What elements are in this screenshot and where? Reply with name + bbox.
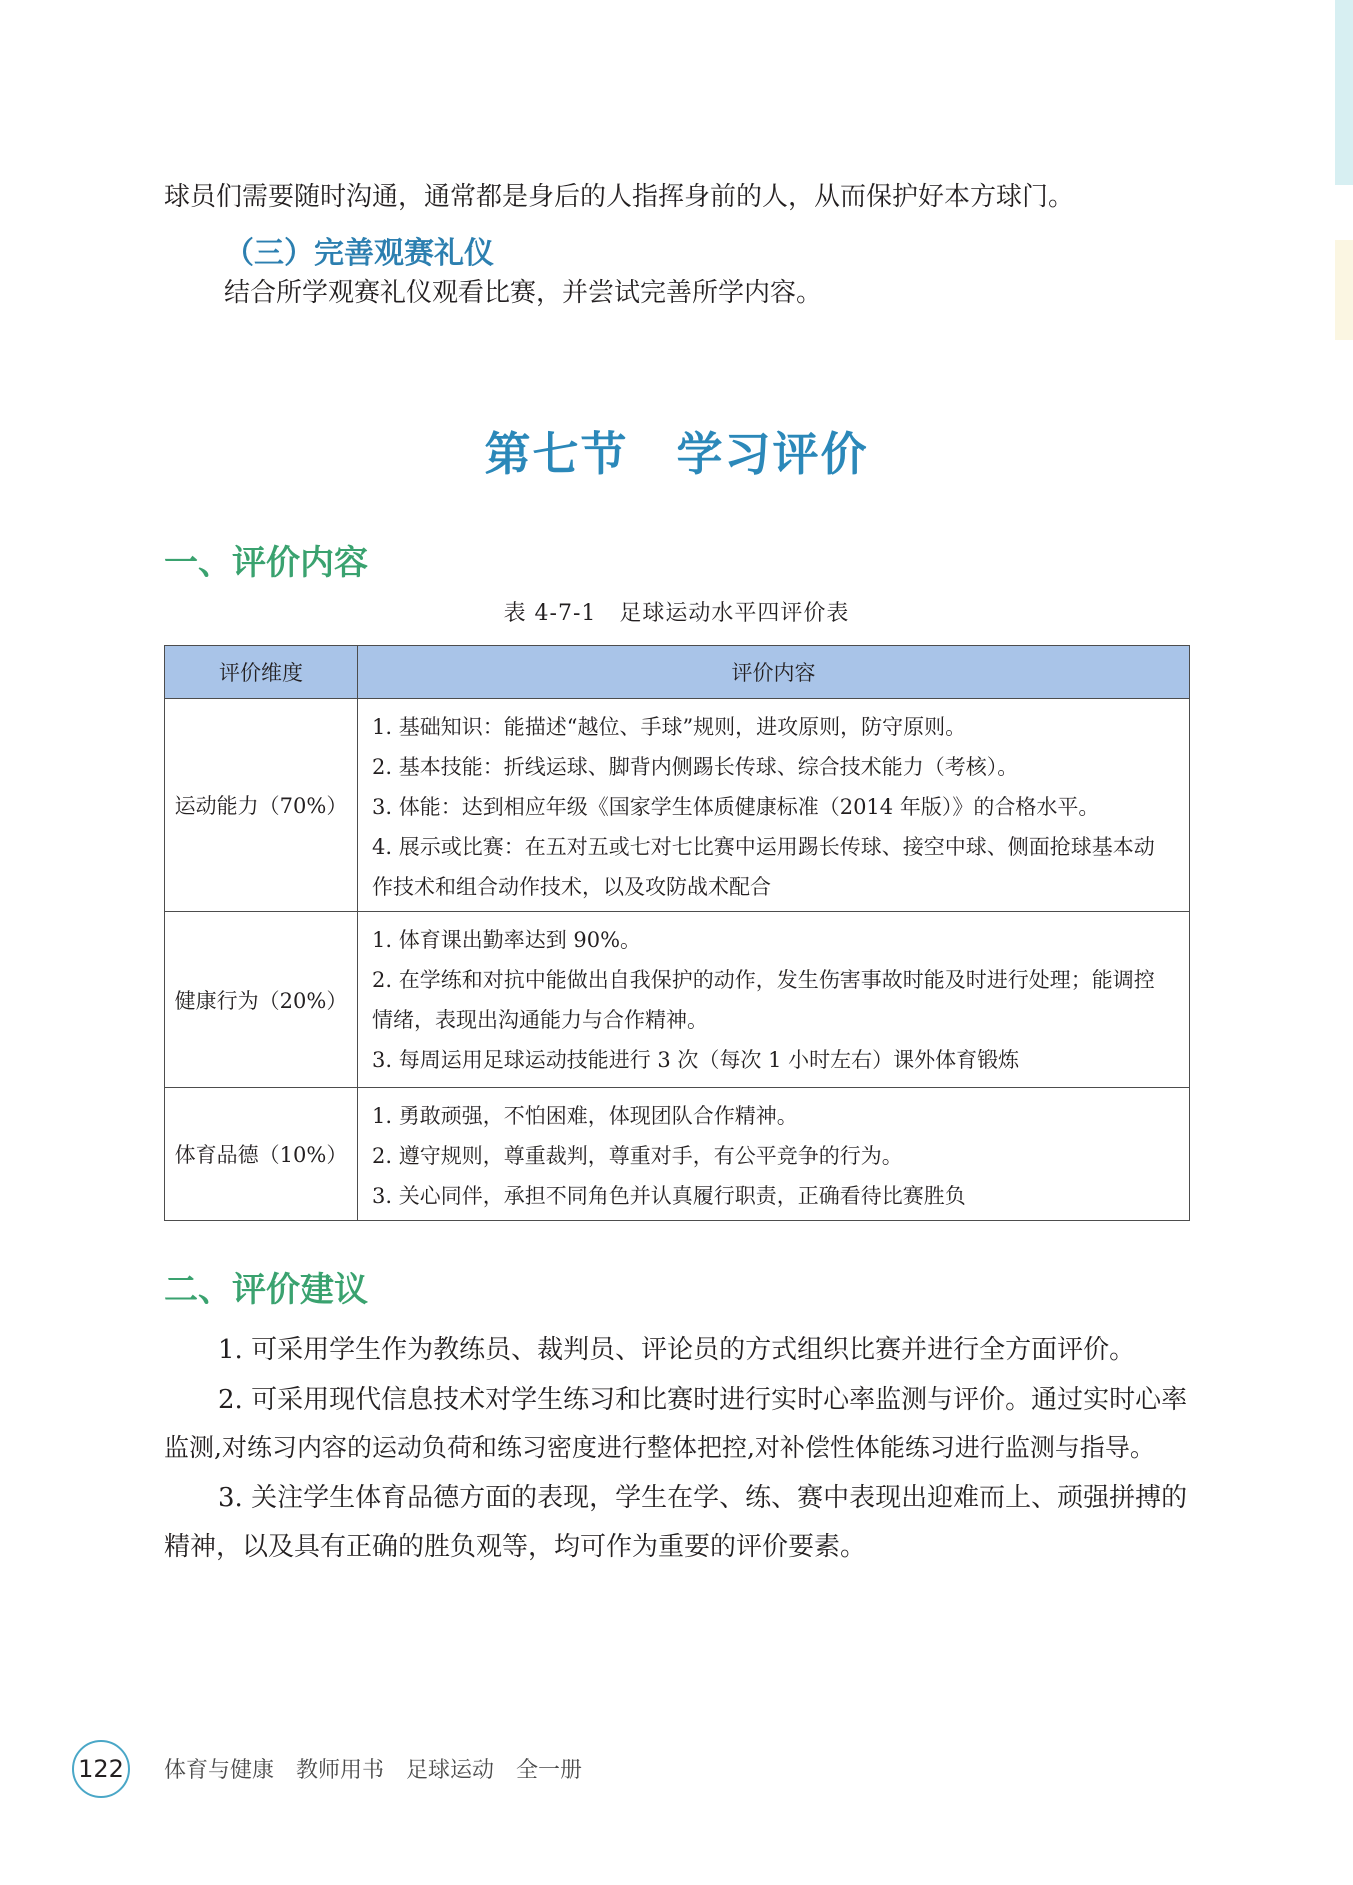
table-row bbox=[165, 699, 1190, 912]
row-content bbox=[358, 912, 1190, 1088]
suggestion-paragraph-1: 1. 可采用学生作为教练员、裁判员、评论员的方式组织比赛并进行全方面评价。 bbox=[218, 1335, 1136, 1365]
row-content bbox=[358, 1088, 1190, 1221]
page-number: 122 bbox=[72, 1740, 130, 1798]
header-dimension: 评价维度 bbox=[165, 646, 358, 699]
part2-heading: 二、评价建议 bbox=[164, 1270, 368, 1310]
header-content: 评价内容 bbox=[358, 646, 1190, 699]
intro-paragraph: 球员们需要随时沟通，通常都是身后的人指挥身前的人，从而保护好本方球门。 bbox=[164, 182, 1075, 212]
row-dimension: 体育品德（10%） bbox=[165, 1088, 358, 1221]
row-dimension: 健康行为（20%） bbox=[165, 912, 358, 1088]
list-item: 1. 勇敢顽强，不怕困难，体现团队合作精神。 bbox=[372, 1104, 798, 1128]
suggestion-paragraph-3-line-1: 3. 关注学生体育品德方面的表现，学生在学、练、赛中表现出迎难而上、顽强拼搏的 bbox=[218, 1483, 1188, 1513]
list-item: 2. 遵守规则，尊重裁判，尊重对手，有公平竞争的行为。 bbox=[372, 1144, 903, 1168]
list-item: 2. 基本技能：折线运球、脚背内侧踢长传球、综合技术能力（考核）。 bbox=[372, 755, 1019, 779]
edge-color-tab-top bbox=[1335, 0, 1353, 185]
list-item: 2. 在学练和对抗中能做出自我保护的动作，发生伤害事故时能及时进行处理；能调控情绪，表现出沟通能力与合作精神。 bbox=[372, 968, 1155, 1032]
list-item: 1. 体育课出勤率达到 90%。 bbox=[372, 928, 642, 952]
evaluation-table bbox=[164, 645, 1190, 1221]
suggestion-paragraph-3-line-2: 精神，以及具有正确的胜负观等，均可作为重要的评价要素。 bbox=[164, 1532, 867, 1562]
table-header-row bbox=[165, 646, 1190, 699]
table-row bbox=[165, 912, 1190, 1088]
list-item: 3. 每周运用足球运动技能进行 3 次（每次 1 小时左右）课外体育锻炼 bbox=[372, 1048, 1020, 1072]
list-item: 3. 体能：达到相应年级《国家学生体质健康标准（2014 年版）》的合格水平。 bbox=[372, 795, 1100, 819]
list-item: 4. 展示或比赛：在五对五或七对七比赛中运用踢长传球、接空中球、侧面抢球基本动作技术和组合动作技术，以及攻防战术配合 bbox=[372, 835, 1155, 899]
subsection-text: 结合所学观赛礼仪观看比赛，并尝试完善所学内容。 bbox=[224, 278, 823, 308]
table-caption: 表 4-7-1 足球运动水平四评价表 bbox=[503, 601, 850, 626]
row-content bbox=[358, 699, 1190, 912]
subsection-heading: （三）完善观赛礼仪 bbox=[224, 236, 494, 271]
part1-heading: 一、评价内容 bbox=[164, 543, 368, 583]
table-row bbox=[165, 1088, 1190, 1221]
footer-book-title: 体育与健康 教师用书 足球运动 全一册 bbox=[164, 1758, 583, 1783]
row-dimension: 运动能力（70%） bbox=[165, 699, 358, 912]
suggestion-paragraph-2-line-1: 2. 可采用现代信息技术对学生练习和比赛时进行实时心率监测与评价。通过实时心率 bbox=[218, 1385, 1188, 1415]
list-item: 1. 基础知识：能描述“越位、手球”规则，进攻原则，防守原则。 bbox=[372, 715, 967, 739]
list-item: 3. 关心同伴，承担不同角色并认真履行职责，正确看待比赛胜负 bbox=[372, 1184, 966, 1208]
suggestion-paragraph-2-line-2: 监测,对练习内容的运动负荷和练习密度进行整体把控,对补偿性体能练习进行监测与指导。 bbox=[164, 1433, 1155, 1462]
section-title: 第七节 学习评价 bbox=[484, 427, 869, 481]
edge-color-tab-bottom bbox=[1335, 240, 1353, 340]
